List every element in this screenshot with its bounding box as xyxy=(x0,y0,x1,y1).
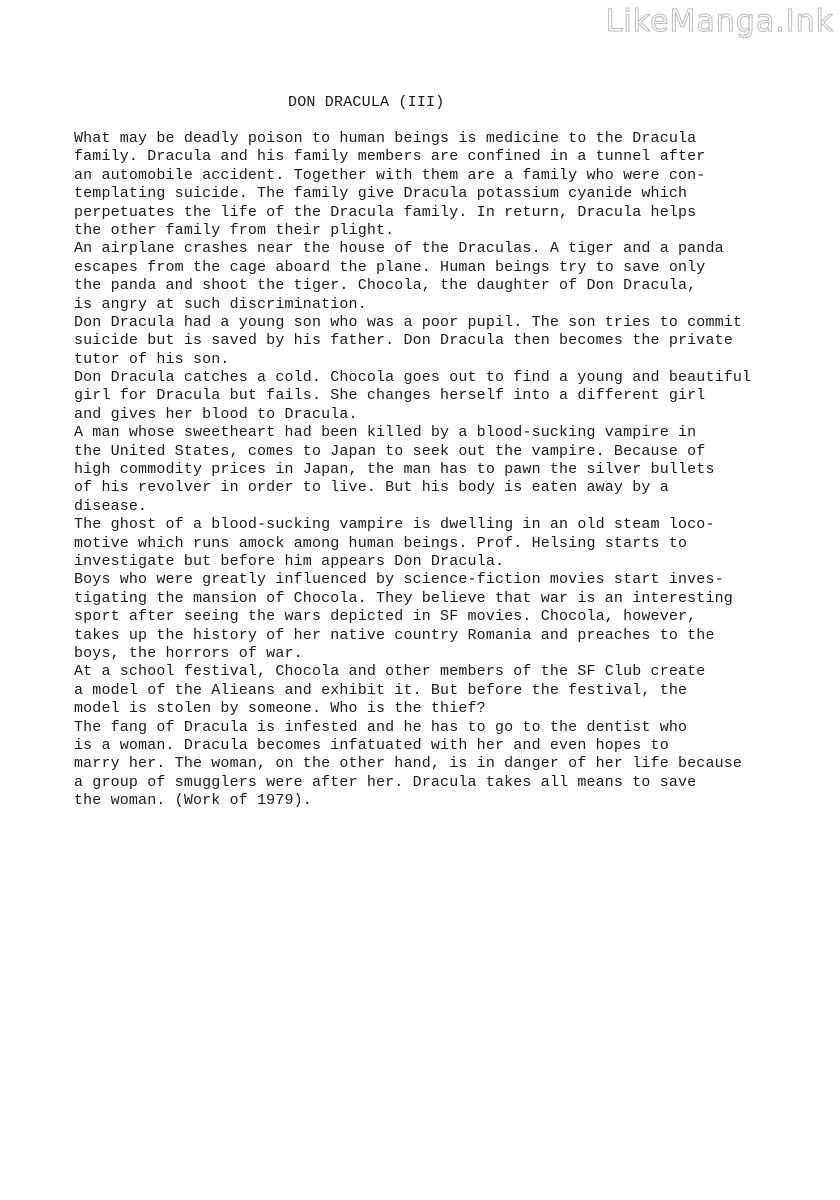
text-line: the other family from their plight. xyxy=(74,221,395,239)
text-line: suicide but is saved by his father. Don Dracula then becomes the private xyxy=(74,332,733,350)
text-line: Don Dracula had a young son who was a poor pupil. The son tries to commit xyxy=(74,313,743,331)
text-line: a model of the Alieans and exhibit it. But before the festival, the xyxy=(74,681,688,699)
text-line: and gives her blood to Dracula. xyxy=(74,405,358,423)
text-line: disease. xyxy=(74,497,148,515)
text-line: The ghost of a blood-sucking vampire is dwelling in an old steam loco- xyxy=(74,516,715,534)
text-line: the United States, comes to Japan to seek out the vampire. Because of xyxy=(74,442,706,460)
text-line: boys, the horrors of war. xyxy=(74,644,303,662)
text-line: sport after seeing the wars depicted in SF movies. Chocola, however, xyxy=(74,608,697,626)
text-line: Don Dracula catches a cold. Chocola goes out to find a young and beautiful xyxy=(74,369,752,387)
text-line: What may be deadly poison to human beings is medicine to the Dracula xyxy=(74,130,697,147)
text-line: the woman. (Work of 1979). xyxy=(74,792,312,810)
text-line: templating suicide. The family give Dracula potassium cyanide which xyxy=(74,185,688,203)
text-line: tigating the mansion of Chocola. They believe that war is an interesting xyxy=(74,589,733,607)
text-line: escapes from the cage aboard the plane. Human beings try to save only xyxy=(74,258,706,276)
text-line: marry her. The woman, on the other hand, is in danger of her life because xyxy=(74,755,743,773)
document-body xyxy=(74,130,794,810)
text-line: tutor of his son. xyxy=(74,350,230,368)
text-line: a group of smugglers were after her. Dracula takes all means to save xyxy=(74,773,697,791)
text-line: takes up the history of her native country Romania and preaches to the xyxy=(74,626,715,644)
text-line: The fang of Dracula is infested and he has to go to the dentist who xyxy=(74,718,688,736)
text-line: Boys who were greatly influenced by science-fiction movies start inves- xyxy=(74,571,724,589)
text-line: high commodity prices in Japan, the man has to pawn the silver bullets xyxy=(74,461,715,479)
text-line: of his revolver in order to live. But his body is eaten away by a xyxy=(74,479,669,497)
text-line: girl for Dracula but fails. She changes herself into a different girl xyxy=(74,387,706,405)
text-line: An airplane crashes near the house of the Draculas. A tiger and a panda xyxy=(74,240,724,258)
text-line: investigate but before him appears Don Dracula. xyxy=(74,552,505,570)
text-line: A man whose sweetheart had been killed by a blood-sucking vampire in xyxy=(74,424,697,442)
text-line: the panda and shoot the tiger. Chocola, the daughter of Don Dracula, xyxy=(74,277,697,295)
text-line: motive which runs amock among human beings. Prof. Helsing starts to xyxy=(74,534,688,552)
site-watermark: LikeManga.Ink xyxy=(605,4,834,39)
text-line: is a woman. Dracula becomes infatuated with her and even hopes to xyxy=(74,736,669,754)
text-line: is angry at such discrimination. xyxy=(74,295,367,313)
text-line: At a school festival, Chocola and other members of the SF Club create xyxy=(74,663,706,681)
text-line: perpetuates the life of the Dracula family. In return, Dracula helps xyxy=(74,203,697,221)
text-line: an automobile accident. Together with them are a family who were con- xyxy=(74,166,706,184)
text-line: model is stolen by someone. Who is the thief? xyxy=(74,700,486,718)
text-line: family. Dracula and his family members are confined in a tunnel after xyxy=(74,148,706,166)
document-title: DON DRACULA (III) xyxy=(288,94,445,111)
